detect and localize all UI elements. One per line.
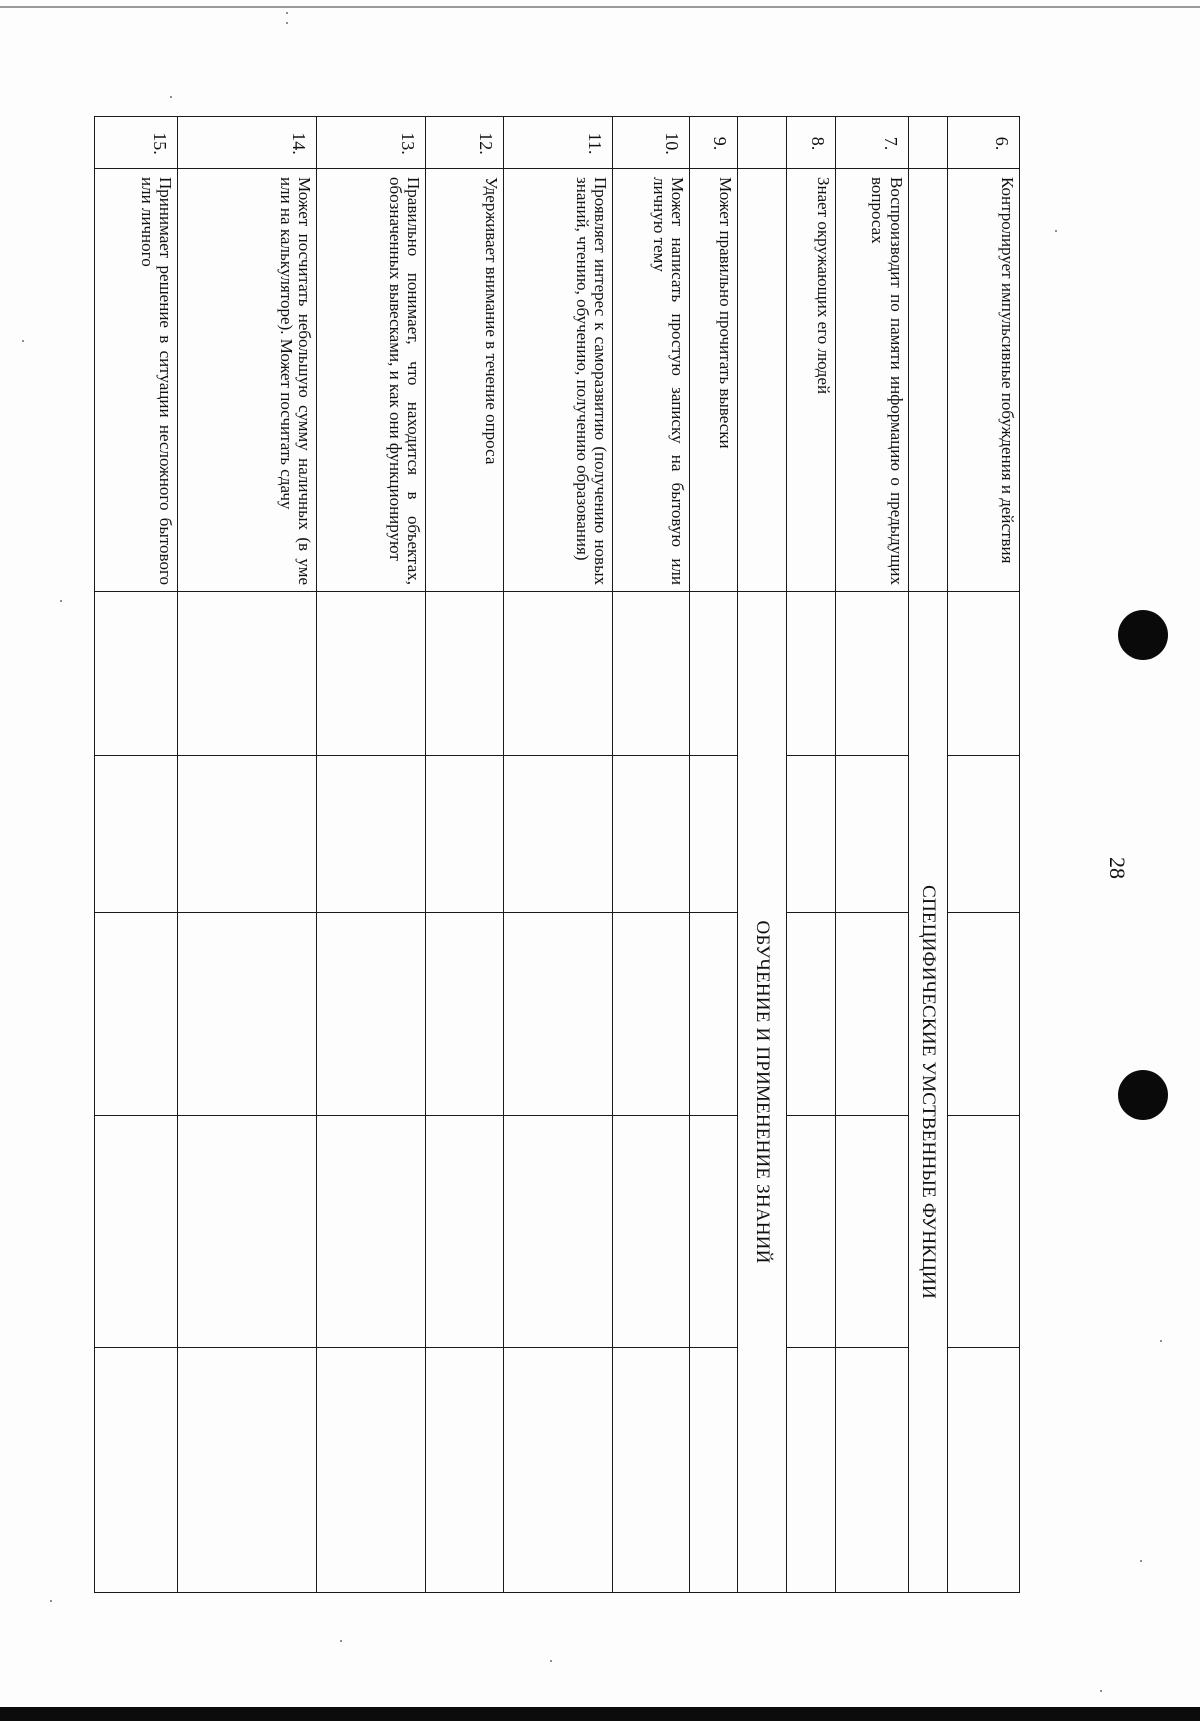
empty-cell [95, 1348, 178, 1593]
bottom-scan-edge [0, 1707, 1200, 1721]
scan-speck [22, 340, 24, 342]
empty-cell [426, 913, 503, 1116]
empty-cell [689, 592, 738, 756]
empty-cell [95, 592, 178, 756]
empty-cell [908, 117, 947, 169]
scan-speck [286, 22, 288, 24]
empty-cell [95, 756, 178, 913]
item-number: 9. [689, 117, 738, 169]
empty-cell [689, 756, 738, 913]
item-number: 12. [426, 117, 503, 169]
empty-cell [738, 117, 787, 169]
empty-cell [836, 1116, 908, 1348]
empty-cell [95, 913, 178, 1116]
criterion-text: Проявляет интерес к саморазвитию (получению новых знаний, чтению, обучению, получению образования) [503, 169, 612, 592]
empty-cell [177, 592, 316, 756]
table-row [317, 117, 426, 1593]
item-number: 14. [177, 117, 316, 169]
empty-cell [738, 169, 787, 592]
empty-cell [613, 1348, 689, 1593]
empty-cell [947, 1116, 1019, 1348]
empty-cell [947, 592, 1019, 756]
assessment-table [94, 116, 1020, 1593]
empty-cell [689, 1116, 738, 1348]
criterion-text: Контролирует импульсивные побуждения и действия [947, 169, 1019, 592]
item-number: 10. [613, 117, 689, 169]
item-number: 6. [947, 117, 1019, 169]
empty-cell [177, 913, 316, 1116]
table-row [503, 117, 612, 1593]
empty-cell [503, 756, 612, 913]
punch-hole-bottom [1118, 1070, 1168, 1120]
scan-speck [50, 1600, 52, 1602]
item-number: 11. [503, 117, 612, 169]
empty-cell [317, 1348, 426, 1593]
empty-cell [177, 1348, 316, 1593]
criterion-text: Может правильно прочитать вывески [689, 169, 738, 592]
empty-cell [503, 913, 612, 1116]
empty-cell [786, 592, 836, 756]
scan-speck [170, 96, 172, 98]
empty-cell [317, 756, 426, 913]
scan-speck [550, 1660, 552, 1662]
table-row [613, 117, 689, 1593]
scan-speck [1055, 230, 1057, 232]
scan-speck [1140, 1560, 1142, 1562]
empty-cell [426, 1348, 503, 1593]
empty-cell [503, 1348, 612, 1593]
empty-cell [689, 1348, 738, 1593]
empty-cell [317, 1116, 426, 1348]
empty-cell [177, 1116, 316, 1348]
scan-speck [1100, 1690, 1102, 1692]
scan-speck [286, 12, 288, 14]
empty-cell [689, 913, 738, 1116]
scan-speck [1160, 1340, 1162, 1342]
item-number: 13. [317, 117, 426, 169]
empty-cell [177, 756, 316, 913]
empty-cell [786, 1116, 836, 1348]
top-scan-edge [0, 6, 1200, 8]
empty-cell [503, 592, 612, 756]
empty-cell [947, 1348, 1019, 1593]
assessment-table-rotated [94, 116, 1020, 1592]
empty-cell [613, 592, 689, 756]
empty-cell [426, 756, 503, 913]
empty-cell [317, 913, 426, 1116]
punch-hole-top [1118, 610, 1168, 660]
empty-cell [786, 913, 836, 1116]
criterion-text: Принимает решение в ситуации несложного бытового или личного [95, 169, 178, 592]
table-row [836, 117, 908, 1593]
empty-cell [613, 756, 689, 913]
section-row [738, 117, 787, 1593]
table-row [177, 117, 316, 1593]
empty-cell [836, 756, 908, 913]
empty-cell [836, 913, 908, 1116]
empty-cell [317, 592, 426, 756]
table-row [689, 117, 738, 1593]
empty-cell [503, 1116, 612, 1348]
empty-cell [786, 756, 836, 913]
empty-cell [947, 913, 1019, 1116]
scan-speck [60, 600, 62, 602]
item-number: 8. [786, 117, 836, 169]
criterion-text: Может посчитать небольшую сумму наличных (в уме или на калькуляторе). Может посчитать сдачу [177, 169, 316, 592]
section-row [908, 117, 947, 1593]
table-row [786, 117, 836, 1593]
criterion-text: Воспроизводит по памяти информацию о предыдущих вопросах [836, 169, 908, 592]
criterion-text: Правильно понимает, что находится в объектах, обозначенных вывесками, и как они функционируют [317, 169, 426, 592]
empty-cell [836, 1348, 908, 1593]
empty-cell [947, 756, 1019, 913]
criterion-text: Знает окружающих его людей [786, 169, 836, 592]
table-row [95, 117, 178, 1593]
empty-cell [786, 1348, 836, 1593]
empty-cell [426, 592, 503, 756]
section-title: СПЕЦИФИЧЕСКИЕ УМСТВЕННЫЕ ФУНКЦИИ [908, 592, 947, 1593]
item-number: 15. [95, 117, 178, 169]
scan-speck [340, 1640, 342, 1642]
table-row [426, 117, 503, 1593]
criterion-text: Может написать простую записку на бытовую или личную тему [613, 169, 689, 592]
empty-cell [908, 169, 947, 592]
empty-cell [836, 592, 908, 756]
empty-cell [95, 1116, 178, 1348]
item-number: 7. [836, 117, 908, 169]
section-title: ОБУЧЕНИЕ И ПРИМЕНЕНИЕ ЗНАНИЙ [738, 592, 787, 1593]
empty-cell [613, 1116, 689, 1348]
page-number: 28 [1105, 857, 1130, 879]
empty-cell [426, 1116, 503, 1348]
criterion-text: Удерживает внимание в течение опроса [426, 169, 503, 592]
table-row [947, 117, 1019, 1593]
empty-cell [613, 913, 689, 1116]
